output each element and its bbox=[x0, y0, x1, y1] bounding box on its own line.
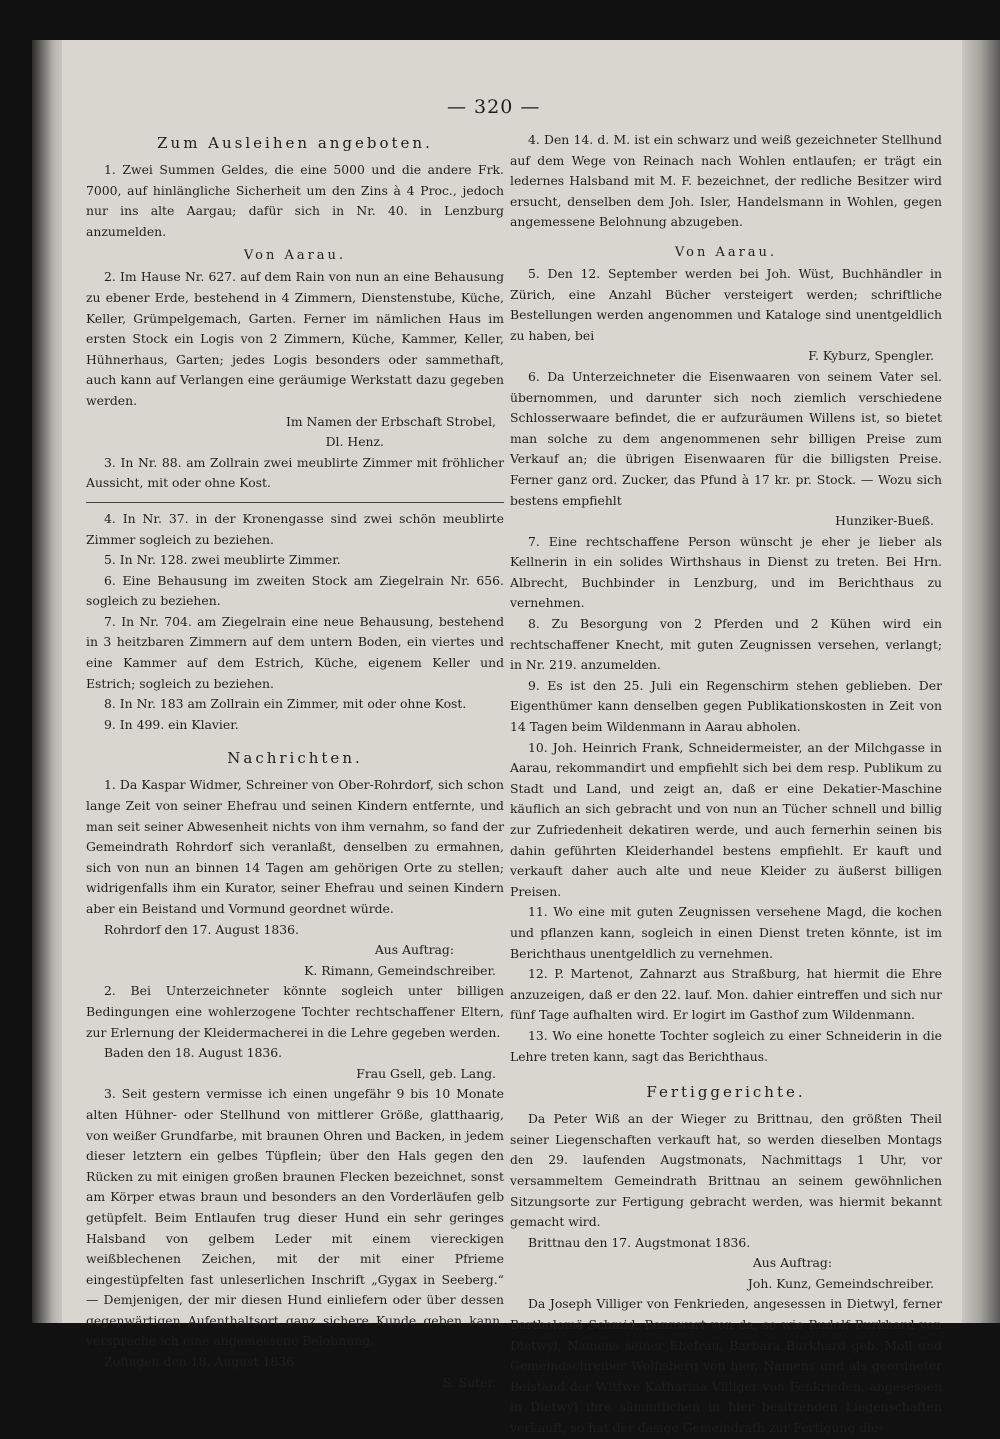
news-1: 1. Da Kaspar Widmer, Schreiner von Ober-Rohrdorf, sich schon lange Zeit von seiner Ehefrau und seinen Kindern entfernte, und man seit seiner Abwesenheit nichts von ihm vernahm, so fand der Gemeindrath Rohrdorf sich veranlaßt, denselben zu ermahnen, sich von nun an binnen 14 Tagen am gehörigen Orte zu stellen; widrigenfalls ihm ein Kurator, seiner Ehefrau und seinen Kindern aber ein Beistand und Vormund geordnet würde. bbox=[86, 777, 504, 916]
news-4: 4. Den 14. d. M. ist ein schwarz und weiß gezeichneter Stellhund auf dem Wege von Reinach nach Wohlen entlaufen; er trägt ein ledernes Halsband mit M. F. bezeichnet, der redliche Besitzer wird ersucht, denselben dem Joh. Isler, Handelsmann in Wohlen, gegen angemessene Belohnung abzugeben. bbox=[510, 132, 942, 230]
right-column bbox=[510, 130, 942, 1439]
news-3: 3. Seit gestern vermisse ich einen ungefähr 9 bis 10 Monate alten Hühner- oder Stellhund von mittlerer Größe, glatthaarig, von weißer Grundfarbe, mit braunen Ohren und Backen, in jedem dieser letztern ein gelbes Tüpflein; über den Hals gegen den Rücken zu mit einigen großen braunen Flecken bezeichnet, sonst am Körper etwas braun und besonders an den Vorderläufen gelb getüpfelt. Beim Entlaufen trug dieser Hund ein sehr geringes Halsband von gelbem Leder mit einem viereckigen weißblechenen Zeichen, mit der mit einer Pfrieme eingestüpfelten fast unleserlichen Inschrift „Gygax in Seeberg.“ — Demjenigen, der mir diesen Hund einliefern oder über dessen gegenwärtigen Aufenthaltsort ganz sichere Kunde geben kann, verspreche ich eine angemessene Belohnung. bbox=[86, 1086, 504, 1349]
news-1-date: Rohrdorf den 17. August 1836. bbox=[104, 921, 299, 937]
news-3-date: Zofingen den 18. August 1836 bbox=[104, 1354, 294, 1370]
heading-zum-ausleihen: Zum Ausleihen angeboten. bbox=[157, 134, 433, 152]
news-6-signature: Hunziker-Bueß. bbox=[835, 513, 934, 529]
news-12: 12. P. Martenot, Zahnarzt aus Straßburg, hat hiermit die Ehre anzuzeigen, daß er den 22. lauf. Mon. dahier eintreffen und sich nur fünf Tage aufhalten wird. Er logirt im Gasthof zum Wildenmann. bbox=[510, 966, 942, 1023]
page-number: — 320 — bbox=[447, 96, 541, 118]
fertig-1: Da Peter Wiß an der Wieger zu Brittnau, den größten Theil seiner Liegenschaften verkauft hat, so werden dieselben Montags den 29. laufenden Augstmonats, Nachmittags 1 Uhr, vor versammeltem Gemeindrath Brittnau an seinem gewöhnlichen Sitzungsorte zur Fertigung gebracht werden, was hiermit bekannt gemacht wird. bbox=[510, 1111, 942, 1230]
left-page-edge bbox=[32, 40, 62, 1323]
fertig-2: Da Joseph Villiger von Fenkrieden, angesessen in Dietwyl, ferner Bartholomä Schmid, Bannwart von da, so wie Rudolf Burkhard von Dietwyl, Namens seiner Ehefrau, Barbara Burkhard geb. Moll und Gemeindschreiber Wolfisberg von hier, Namens und als geordneter Beistand der Wittwe Katharina Villiger von Fenkrieden, angesessen in Dietwyl ihre sämmtlichen in hier besitzenden Liegenschaften verkauft, so hat der dasige Gemeindrath zur Fertigung die- bbox=[510, 1296, 942, 1436]
right-page-edge bbox=[962, 40, 1000, 1323]
news-2-date: Baden den 18. August 1836. bbox=[104, 1045, 283, 1061]
news-7: 7. Eine rechtschaffene Person wünscht je eher je lieber als Kellnerin in ein solides Wirthshaus in Dienst zu treten. Bei Hrn. Albrecht, Buchbinder in Lenzburg, und im Berichthaus zu vernehmen. bbox=[510, 533, 942, 611]
fertig-1-signature-line-2: Joh. Kunz, Gemeindschreiber. bbox=[747, 1275, 934, 1291]
news-1-signature-line-2: K. Rimann, Gemeindschreiber. bbox=[304, 962, 496, 978]
news-5-signature: F. Kyburz, Spengler. bbox=[808, 348, 934, 364]
news-5: 5. Den 12. September werden bei Joh. Wüst, Buchhändler in Zürich, eine Anzahl Bücher versteigert werden; schriftliche Bestellungen werden angenommen und Kataloge sind unentgeldlich zu haben, bei bbox=[510, 265, 942, 343]
fertig-1-date: Brittnau den 17. Augstmonat 1836. bbox=[528, 1234, 751, 1250]
notice-2-signature-line-1: Im Namen der Erbschaft Strobel, bbox=[285, 413, 496, 429]
newspaper-page bbox=[62, 40, 962, 1436]
subheading-von-aarau-2: Von Aarau. bbox=[674, 244, 778, 260]
notice-rent-5: 5. In Nr. 128. zwei meublirte Zimmer. bbox=[104, 552, 341, 568]
news-8: 8. Zu Besorgung von 2 Pferden und 2 Kühen wird ein rechtschaffener Knecht, mit guten Zeugnissen versehen, verlangt; in Nr. 219. anzumelden. bbox=[510, 616, 942, 673]
subheading-von-aarau: Von Aarau. bbox=[243, 248, 347, 264]
heading-nachrichten: Nachrichten. bbox=[227, 749, 363, 768]
notice-rent-8: 8. In Nr. 183 am Zollrain ein Zimmer, mit oder ohne Kost. bbox=[104, 696, 467, 712]
news-2: 2. Bei Unterzeichneter könnte sogleich unter billigen Bedingungen eine wohlerzogene Tochter rechtschaffener Eltern, zur Erlernung der Kleidermacherei in die Lehre gegeben werden. bbox=[86, 983, 504, 1040]
news-1-signature-line-1: Aus Auftrag: bbox=[374, 942, 454, 958]
news-2-signature: Frau Gsell, geb. Lang. bbox=[356, 1065, 496, 1081]
notice-2-signature-line-2: Dl. Henz. bbox=[325, 434, 384, 450]
news-13: 13. Wo eine honette Tochter sogleich zu einer Schneiderin in die Lehre treten kann, sagt das Berichthaus. bbox=[510, 1027, 942, 1064]
news-9: 9. Es ist den 25. Juli ein Regenschirm stehen geblieben. Der Eigenthümer kann denselben gegen Publikationskosten in Zeit von 14 Tagen beim Wildenmann in Aarau abholen. bbox=[510, 677, 942, 735]
notice-rent-7: 7. In Nr. 704. am Ziegelrain eine neue Behausung, bestehend in 3 heitzbaren Zimmern auf dem untern Boden, ein viertes und eine Kammer auf dem Estrich, Küche, eigenem Keller und Estrich; sogleich zu beziehen. bbox=[86, 613, 504, 691]
column-divider-rule bbox=[86, 502, 504, 503]
news-3-signature: S. Suter. bbox=[442, 1374, 496, 1390]
notice-loan-1: 1. Zwei Summen Geldes, die eine 5000 und die andere Frk. 7000, auf hinlängliche Sicherheit um den Zins à 4 Proc., jedoch nur ins alte Aargau; dafür sich in Nr. 40. in Lenzburg anzumelden. bbox=[86, 162, 504, 239]
notice-rent-4: 4. In Nr. 37. in der Kronengasse sind zwei schön meublirte Zimmer sogleich zu beziehen. bbox=[86, 510, 504, 547]
notice-rent-9: 9. In 499. ein Klavier. bbox=[104, 716, 239, 732]
news-11: 11. Wo eine mit guten Zeugnissen versehene Magd, die kochen und pflanzen kann, sogleich in einen Dienst treten könnte, ist im Berichthaus unentgeldlich zu vernehmen. bbox=[510, 904, 942, 961]
fertig-1-signature-line-1: Aus Auftrag: bbox=[752, 1255, 832, 1271]
news-6: 6. Da Unterzeichneter die Eisenwaaren von seinem Vater sel. übernommen, und darunter sich noch ziemlich verschiedene Schlosserwaare befindet, die er aufzuräumen Willens ist, so bietet man solche zu dem angenommenen sehr billigen Preise zum Verkauf an; die übrigen Eisenwaaren für die billigsten Preise. Ferner ganz ord. Zucker, das Pfund à 17 kr. pr. Stock. — Wozu sich bestens empfiehlt bbox=[510, 368, 942, 508]
heading-fertiggerichte: Fertiggerichte. bbox=[646, 1083, 806, 1102]
notice-rent-2: 2. Im Hause Nr. 627. auf dem Rain von nun an eine Behausung zu ebener Erde, bestehend in 4 Zimmern, Dienstenstube, Küche, Keller, Grümpelgemach, Garten. Ferner im nämlichen Haus im ersten Stock ein Logis von 2 Zimmern, Küche, Kammer, Keller, Hühnerhaus, Garten; jedes Logis besonders oder sammethaft, auch kann auf Verlangen eine geräumige Werkstatt dazu gegeben werden. bbox=[86, 269, 504, 408]
notice-rent-3: 3. In Nr. 88. am Zollrain zwei meublirte Zimmer mit fröhlicher Aussicht, mit oder ohne Kost. bbox=[86, 454, 504, 491]
left-column bbox=[86, 130, 504, 1393]
news-10: 10. Joh. Heinrich Frank, Schneidermeister, an der Milchgasse in Aarau, rekommandirt und empfiehlt sich bei dem resp. Publikum zu Stadt und Land, und zeigt an, daß er eine Dekatier-Maschine käuflich an sich gebracht und von nun an Tücher schnell und billig zur Zufriedenheit dekatiren werde, und auch fernerhin seinen bis dahin geführten Kleiderhandel bestens empfiehlt. Er kauft und verkauft daher auch alte und neue Kleider zu äußerst billigen Preisen. bbox=[510, 739, 942, 899]
notice-rent-6: 6. Eine Behausung im zweiten Stock am Ziegelrain Nr. 656. sogleich zu beziehen. bbox=[86, 572, 504, 609]
